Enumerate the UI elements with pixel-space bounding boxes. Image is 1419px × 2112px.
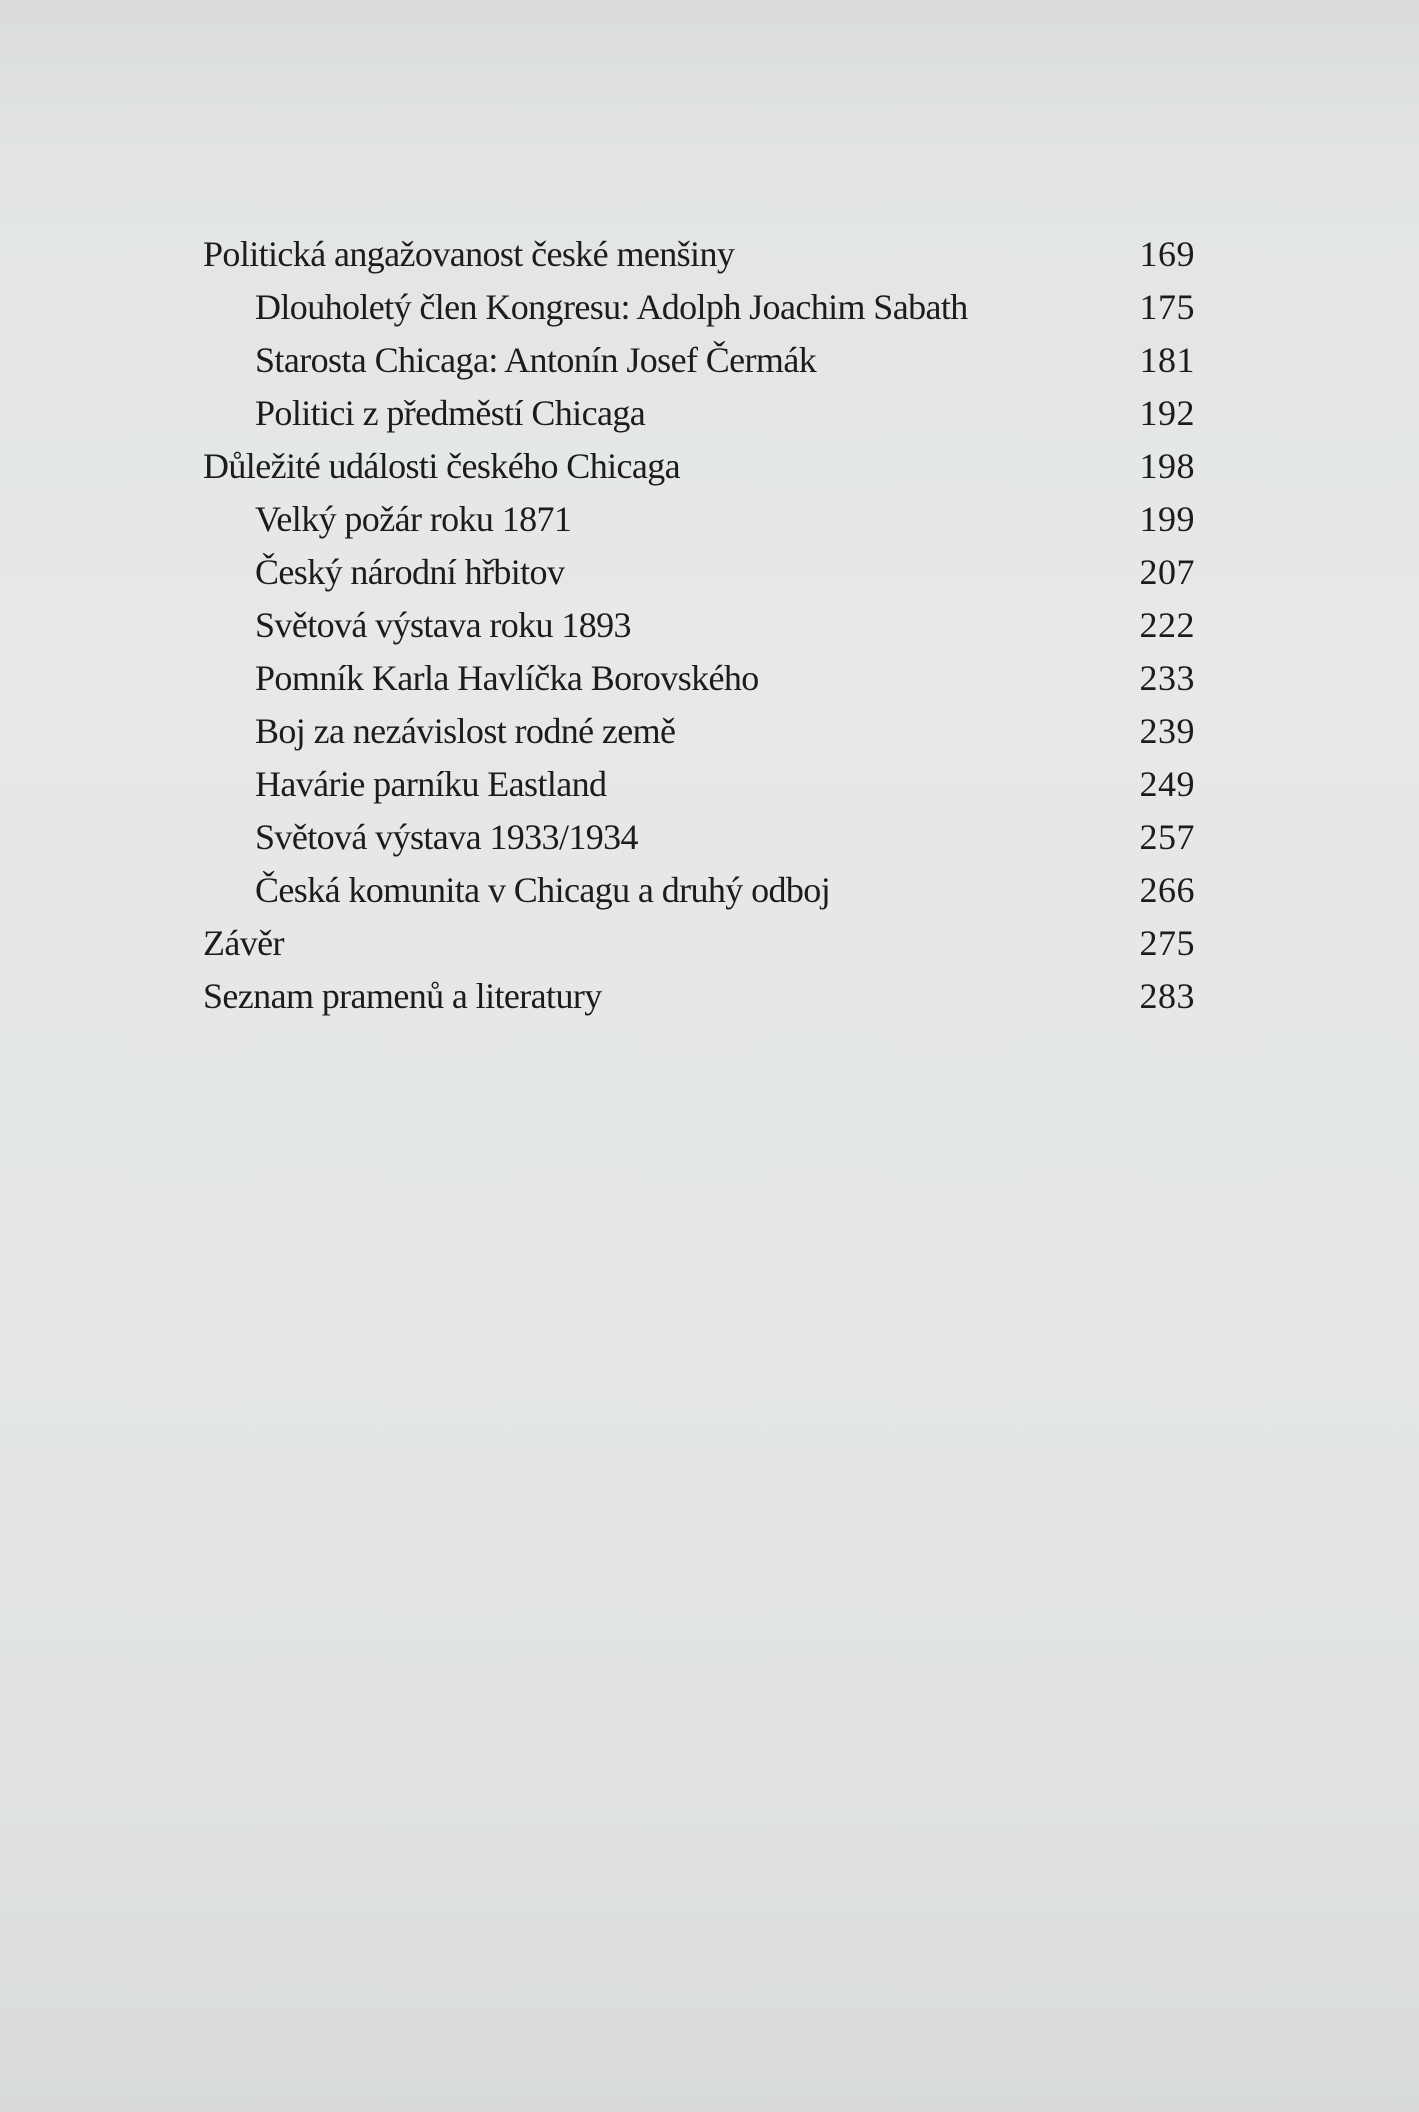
- toc-entry-page: 222: [1139, 605, 1195, 645]
- toc-entry-title: Starosta Chicaga: Antonín Josef Čermák: [255, 340, 817, 380]
- toc-entry: [203, 228, 1195, 281]
- toc-entry: [203, 281, 1195, 334]
- toc-entry-page: 175: [1139, 287, 1195, 327]
- toc-entry-page: 275: [1139, 923, 1195, 963]
- toc-entry: [203, 864, 1195, 917]
- toc-entry-page: 169: [1139, 234, 1195, 274]
- toc-entry-page: 249: [1139, 764, 1195, 804]
- toc-entry-page: 192: [1139, 393, 1195, 433]
- toc-entry: [203, 387, 1195, 440]
- toc-entry-page: 283: [1139, 976, 1195, 1016]
- toc-entry-page: 199: [1139, 499, 1195, 539]
- toc-entry-title: Boj za nezávislost rodné země: [255, 711, 676, 751]
- toc-entry-title: Velký požár roku 1871: [255, 499, 572, 539]
- toc-entry-page: 233: [1139, 658, 1195, 698]
- toc-entry-page: 181: [1139, 340, 1195, 380]
- toc-entry-page: 257: [1139, 817, 1195, 857]
- toc-entry-title: Politická angažovanost české menšiny: [203, 234, 735, 274]
- toc-entry: [203, 334, 1195, 387]
- toc-entry-title: Havárie parníku Eastland: [255, 764, 607, 804]
- toc-entry: [203, 599, 1195, 652]
- toc-entry: [203, 493, 1195, 546]
- toc-entry: [203, 917, 1195, 970]
- toc-entry-title: Politici z předměstí Chicaga: [255, 393, 646, 433]
- toc-entry-page: 207: [1139, 552, 1195, 592]
- toc-entry-title: Seznam pramenů a literatury: [203, 976, 602, 1016]
- toc-entry: [203, 546, 1195, 599]
- toc-entry: [203, 970, 1195, 1023]
- toc-entry-title: Česká komunita v Chicagu a druhý odboj: [255, 870, 831, 910]
- toc-entry: [203, 705, 1195, 758]
- toc-entry-title: Pomník Karla Havlíčka Borovského: [255, 658, 759, 698]
- toc-entry: [203, 811, 1195, 864]
- toc-entry: [203, 440, 1195, 493]
- toc-entry: [203, 758, 1195, 811]
- toc-entry-title: Závěr: [203, 923, 284, 963]
- toc-entry-page: 198: [1139, 446, 1195, 486]
- toc-entry-title: Světová výstava 1933/1934: [255, 817, 638, 857]
- toc-entry-title: Český národní hřbitov: [255, 552, 565, 592]
- table-of-contents: [203, 228, 1195, 1023]
- toc-entry: [203, 652, 1195, 705]
- toc-entry-page: 266: [1139, 870, 1195, 910]
- toc-entry-page: 239: [1139, 711, 1195, 751]
- toc-entry-title: Světová výstava roku 1893: [255, 605, 631, 645]
- toc-entry-title: Dlouholetý člen Kongresu: Adolph Joachim Sabath: [255, 287, 968, 327]
- toc-entry-title: Důležité události českého Chicaga: [203, 446, 681, 486]
